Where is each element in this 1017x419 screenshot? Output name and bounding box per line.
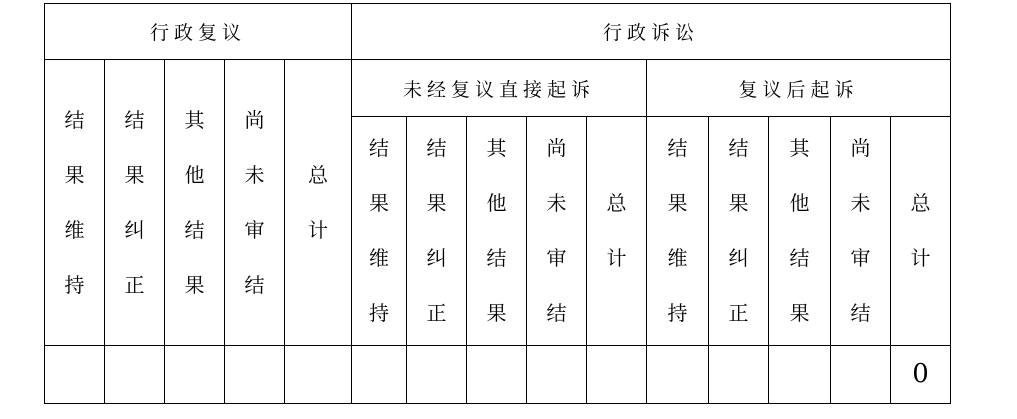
col-header-review-total-label: 总计 <box>308 162 328 242</box>
col-header-direct-total-label: 总计 <box>606 191 627 270</box>
sub-header-row <box>45 60 951 117</box>
data-cell-direct-other <box>467 346 527 404</box>
col-header-afterreview-upheld <box>647 117 709 346</box>
col-header-review-upheld <box>45 60 105 346</box>
col-header-direct-upheld <box>352 117 407 346</box>
data-cell-afterreview-pending <box>831 346 891 404</box>
data-cell-afterreview-upheld <box>647 346 709 404</box>
col-header-afterreview-corrected <box>709 117 769 346</box>
col-header-afterreview-total <box>891 117 951 346</box>
main-header-row <box>45 4 951 60</box>
data-cell-afterreview-corrected <box>709 346 769 404</box>
header-administrative-review: 行政复议 <box>45 4 352 60</box>
col-header-direct-pending <box>527 117 587 346</box>
col-header-review-upheld-label: 结果维持 <box>64 107 85 297</box>
col-header-afterreview-pending-label: 尚未审结 <box>850 136 871 325</box>
data-cell-afterreview-other <box>769 346 831 404</box>
data-cell-review-total <box>285 346 352 404</box>
data-cell-review-other <box>165 346 225 404</box>
col-header-review-other-label: 其他结果 <box>184 107 205 297</box>
col-header-review-other <box>165 60 225 346</box>
header-administrative-litigation: 行政诉讼 <box>352 4 951 60</box>
col-header-afterreview-total-label: 总计 <box>910 191 931 270</box>
col-header-review-total <box>285 60 352 346</box>
col-header-review-corrected-label: 结果纠正 <box>124 107 145 297</box>
col-header-direct-pending-label: 尚未审结 <box>546 136 567 325</box>
col-header-afterreview-other-label: 其他结果 <box>789 136 810 325</box>
data-cell-direct-pending <box>527 346 587 404</box>
col-header-afterreview-pending <box>831 117 891 346</box>
data-cell-afterreview-total: 0 <box>891 346 951 404</box>
col-header-direct-corrected-label: 结果纠正 <box>426 136 447 325</box>
col-header-direct-total <box>587 117 647 346</box>
col-header-direct-upheld-label: 结果维持 <box>369 136 389 325</box>
data-cell-review-corrected <box>105 346 165 404</box>
col-header-afterreview-other <box>769 117 831 346</box>
data-row <box>45 346 951 404</box>
col-header-direct-other-label: 其他结果 <box>486 136 507 325</box>
col-header-direct-corrected <box>407 117 467 346</box>
header-after-review-lawsuit: 复议后起诉 <box>647 60 951 117</box>
header-direct-lawsuit: 未经复议直接起诉 <box>352 60 647 117</box>
data-cell-direct-upheld <box>352 346 407 404</box>
col-header-review-pending <box>225 60 285 346</box>
data-cell-direct-total <box>587 346 647 404</box>
results-table <box>44 3 951 404</box>
col-header-afterreview-upheld-label: 结果维持 <box>667 136 688 325</box>
data-cell-direct-corrected <box>407 346 467 404</box>
col-header-afterreview-corrected-label: 结果纠正 <box>728 136 749 325</box>
data-cell-review-pending <box>225 346 285 404</box>
col-header-direct-other <box>467 117 527 346</box>
col-header-review-corrected <box>105 60 165 346</box>
col-header-review-pending-label: 尚未审结 <box>244 107 265 297</box>
data-cell-review-upheld <box>45 346 105 404</box>
